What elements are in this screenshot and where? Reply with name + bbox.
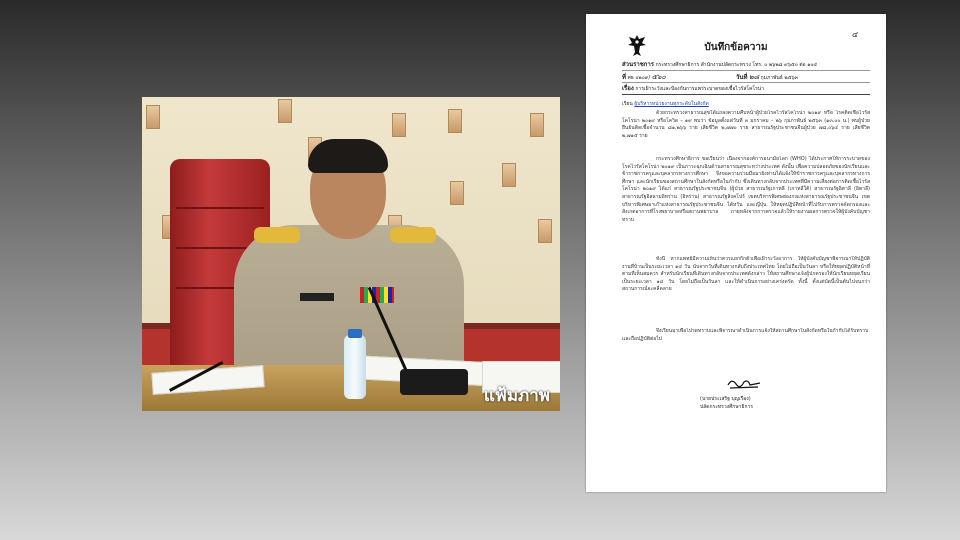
date-row	[736, 74, 798, 81]
wall-tile	[538, 219, 552, 243]
page-mark: ๔	[851, 30, 858, 39]
agency-value: กระทรวงศึกษาธิการ สำนักงานปลัดกระทรวง โทร. ๐ ๒๖๒๘ ๙๖๕๐ ต่อ ๑๐๔	[655, 62, 818, 68]
memo-paragraph: กระทรวงศึกษาธิการ ขอเรียนว่า เนื่องจากองค์การอนามัยโลก (WHO) ได้ประกาศให้การระบาดของโรคไวรัสโคโรน่า ๒๐๑๙ เป็นภาวะฉุกเฉินด้านสาธารณสุขระหว่างประเทศ ดังนั้น เพื่อความปลอดภัยของนักเรียนและข้าราชการครูและบุคลากรทางการศึกษา จึงขอความร่วมมือมายังท่านได้แจ้งให้ข้าราชการครูและบุคลากรทางการศึกษา และนักเรียนของสถานศึกษาในสังกัดหรือในกำกับ ซึ่งเดินทางกลับจากประเทศที่มีความเสี่ยงต่อการติดเชื้อไวรัสโคโรน่า ๒๐๑๙ ได้แก่ สาธารณรัฐประชาชนจีน (ผู้ป่วย สาธารณรัฐเกาหลี (เกาหลีใต้) สาธารณรัฐอิตาลี (อิตาลี) สาธารณรัฐอิสลามอิหร่าน (อิหร่าน) สาธารณรัฐสิงคโปร์ เขตบริหารพิเศษฮ่องกงแห่งสาธารณรัฐประชาชนจีน เขตบริหารพิเศษมาเก๊าแห่งสาธารณรัฐประชาชนจีน ไต้หวัน และญี่ปุ่น ให้หยุดปฏิบัติหน้าที่ไปรับการตรวจคัดกรองและสังเกตอาการที่โรงพยาบาลหรือสถานพยาบาล ภายหลังจากการตรวจแล้วให้รายงานผลการตรวจให้ผู้บังคับบัญชาทราบ	[622, 156, 870, 223]
date-value: กุมภาพันธ์ ๒๕๖๓	[760, 75, 799, 81]
memo-paragraph: ด้วยกระทรวงสาธารณสุขได้แถลงความคืบหน้าผู้ป่วยโรคไวรัสโคโรน่า ๒๐๑๙ หรือ โรคติดเชื้อไวรัสโคโรน่า ๒๐๑๙ หรือโควิด – ๑๙ พบว่า ข้อมูลตั้งแต่วันที่ ๓ มกราคม – ๒๖ กุมภาพันธ์ ๒๕๖๓ (๑๓.๐๐ น.) พบผู้ป่วยยืนยันติดเชื้อจำนวน ๘๑,๒๖๖ ราย เสียชีวิต ๒,๗๗๐ ราย สาธารณรัฐประชาชนจีนผู้ป่วย ๗๘,๐๖๔ ราย เสียชีวิต ๒,๗๑๕ ราย	[622, 110, 870, 139]
subject-row	[622, 86, 764, 92]
wall-tile	[146, 105, 160, 129]
ref-label: ที่	[622, 74, 626, 81]
chair-stitch	[176, 207, 264, 209]
meeting-photo	[142, 97, 560, 411]
subject-rule	[622, 94, 870, 95]
dotted-rule	[622, 82, 870, 83]
signer-title: ปลัดกระทรวงศึกษาธิการ	[700, 404, 753, 410]
salutation	[622, 100, 709, 108]
name-tag	[300, 293, 334, 301]
epaulette	[390, 227, 436, 243]
date-label: วันที่	[736, 74, 748, 81]
memo-document	[586, 14, 886, 492]
memo-paragraph: จึงเรียนมาเพื่อโปรดทราบและพิจารณาดำเนินการแจ้งให้สถานศึกษาในสังกัดหรือในกำกับได้รับทราบและถือปฏิบัติต่อไป	[622, 328, 869, 342]
bottle-cap	[348, 329, 362, 338]
salute-label: เรียน	[622, 101, 633, 107]
handwritten-signature	[726, 376, 762, 390]
date-handwritten-day: ๒๘	[749, 73, 760, 81]
ref-handwritten-number: ๕๖๐	[651, 73, 666, 81]
memo-paragraph: ทั้งนี้ หากแพทย์มีความเห็นว่าควรแยกกักตัวเพื่อเฝ้าระวังอาการ ให้ผู้บังคับบัญชาพิจารณาให้ปฏิบัติงานที่บ้านเป็นระยะเวลา ๑๔ วัน นับจากวันที่เดินทางกลับถึงประเทศไทย โดยไม่ถือเป็นวันลา หรือให้หยุดปฏิบัติหน้าที่ตามที่เห็นสมควร สำหรับนักเรียนที่เดินทางกลับจากประเทศดังกล่าว ให้สถานศึกษาแจ้งผู้ปกครองให้นักเรียนหยุดเรียนเป็นระยะเวลา ๑๔ วัน โดยไม่ถือเป็นวันลา และให้ดำเนินการอย่างเคร่งครัด ทั้งนี้ ตั้งแต่บัดนี้เป็นต้นไปจนกว่าสถานการณ์จะคลี่คลาย	[622, 256, 870, 293]
microphone-base	[400, 369, 468, 395]
subject-label: เรื่อง	[622, 85, 634, 92]
wall-tile	[448, 109, 462, 133]
wall-tile	[278, 99, 292, 123]
wall-tile	[502, 163, 516, 187]
ref-row	[622, 74, 666, 81]
wall-tile	[530, 113, 544, 137]
epaulette	[254, 227, 300, 243]
water-bottle	[344, 335, 366, 399]
dotted-rule	[622, 70, 870, 71]
salute-recipient: ผู้บริหารหน่วยงานทุกระดับในสังกัด	[634, 101, 709, 107]
signer-name: (นายประเสริฐ บุญเรือง)	[700, 396, 751, 402]
photo-watermark: แฟ้มภาพ	[483, 386, 550, 406]
wall-tile	[392, 113, 406, 137]
memo-title: บันทึกข้อความ	[704, 42, 768, 53]
subject-value: การเฝ้าระวังและป้องกันการแพร่ระบาดของเชื้อไวรัสโคโรน่า	[635, 86, 765, 92]
wall-tile	[450, 181, 464, 205]
ref-value: ศธ ๐๒๐๙/	[627, 75, 651, 81]
agency-row	[622, 62, 817, 68]
agency-label: ส่วนราชการ	[622, 61, 655, 68]
person-hair	[308, 139, 388, 173]
